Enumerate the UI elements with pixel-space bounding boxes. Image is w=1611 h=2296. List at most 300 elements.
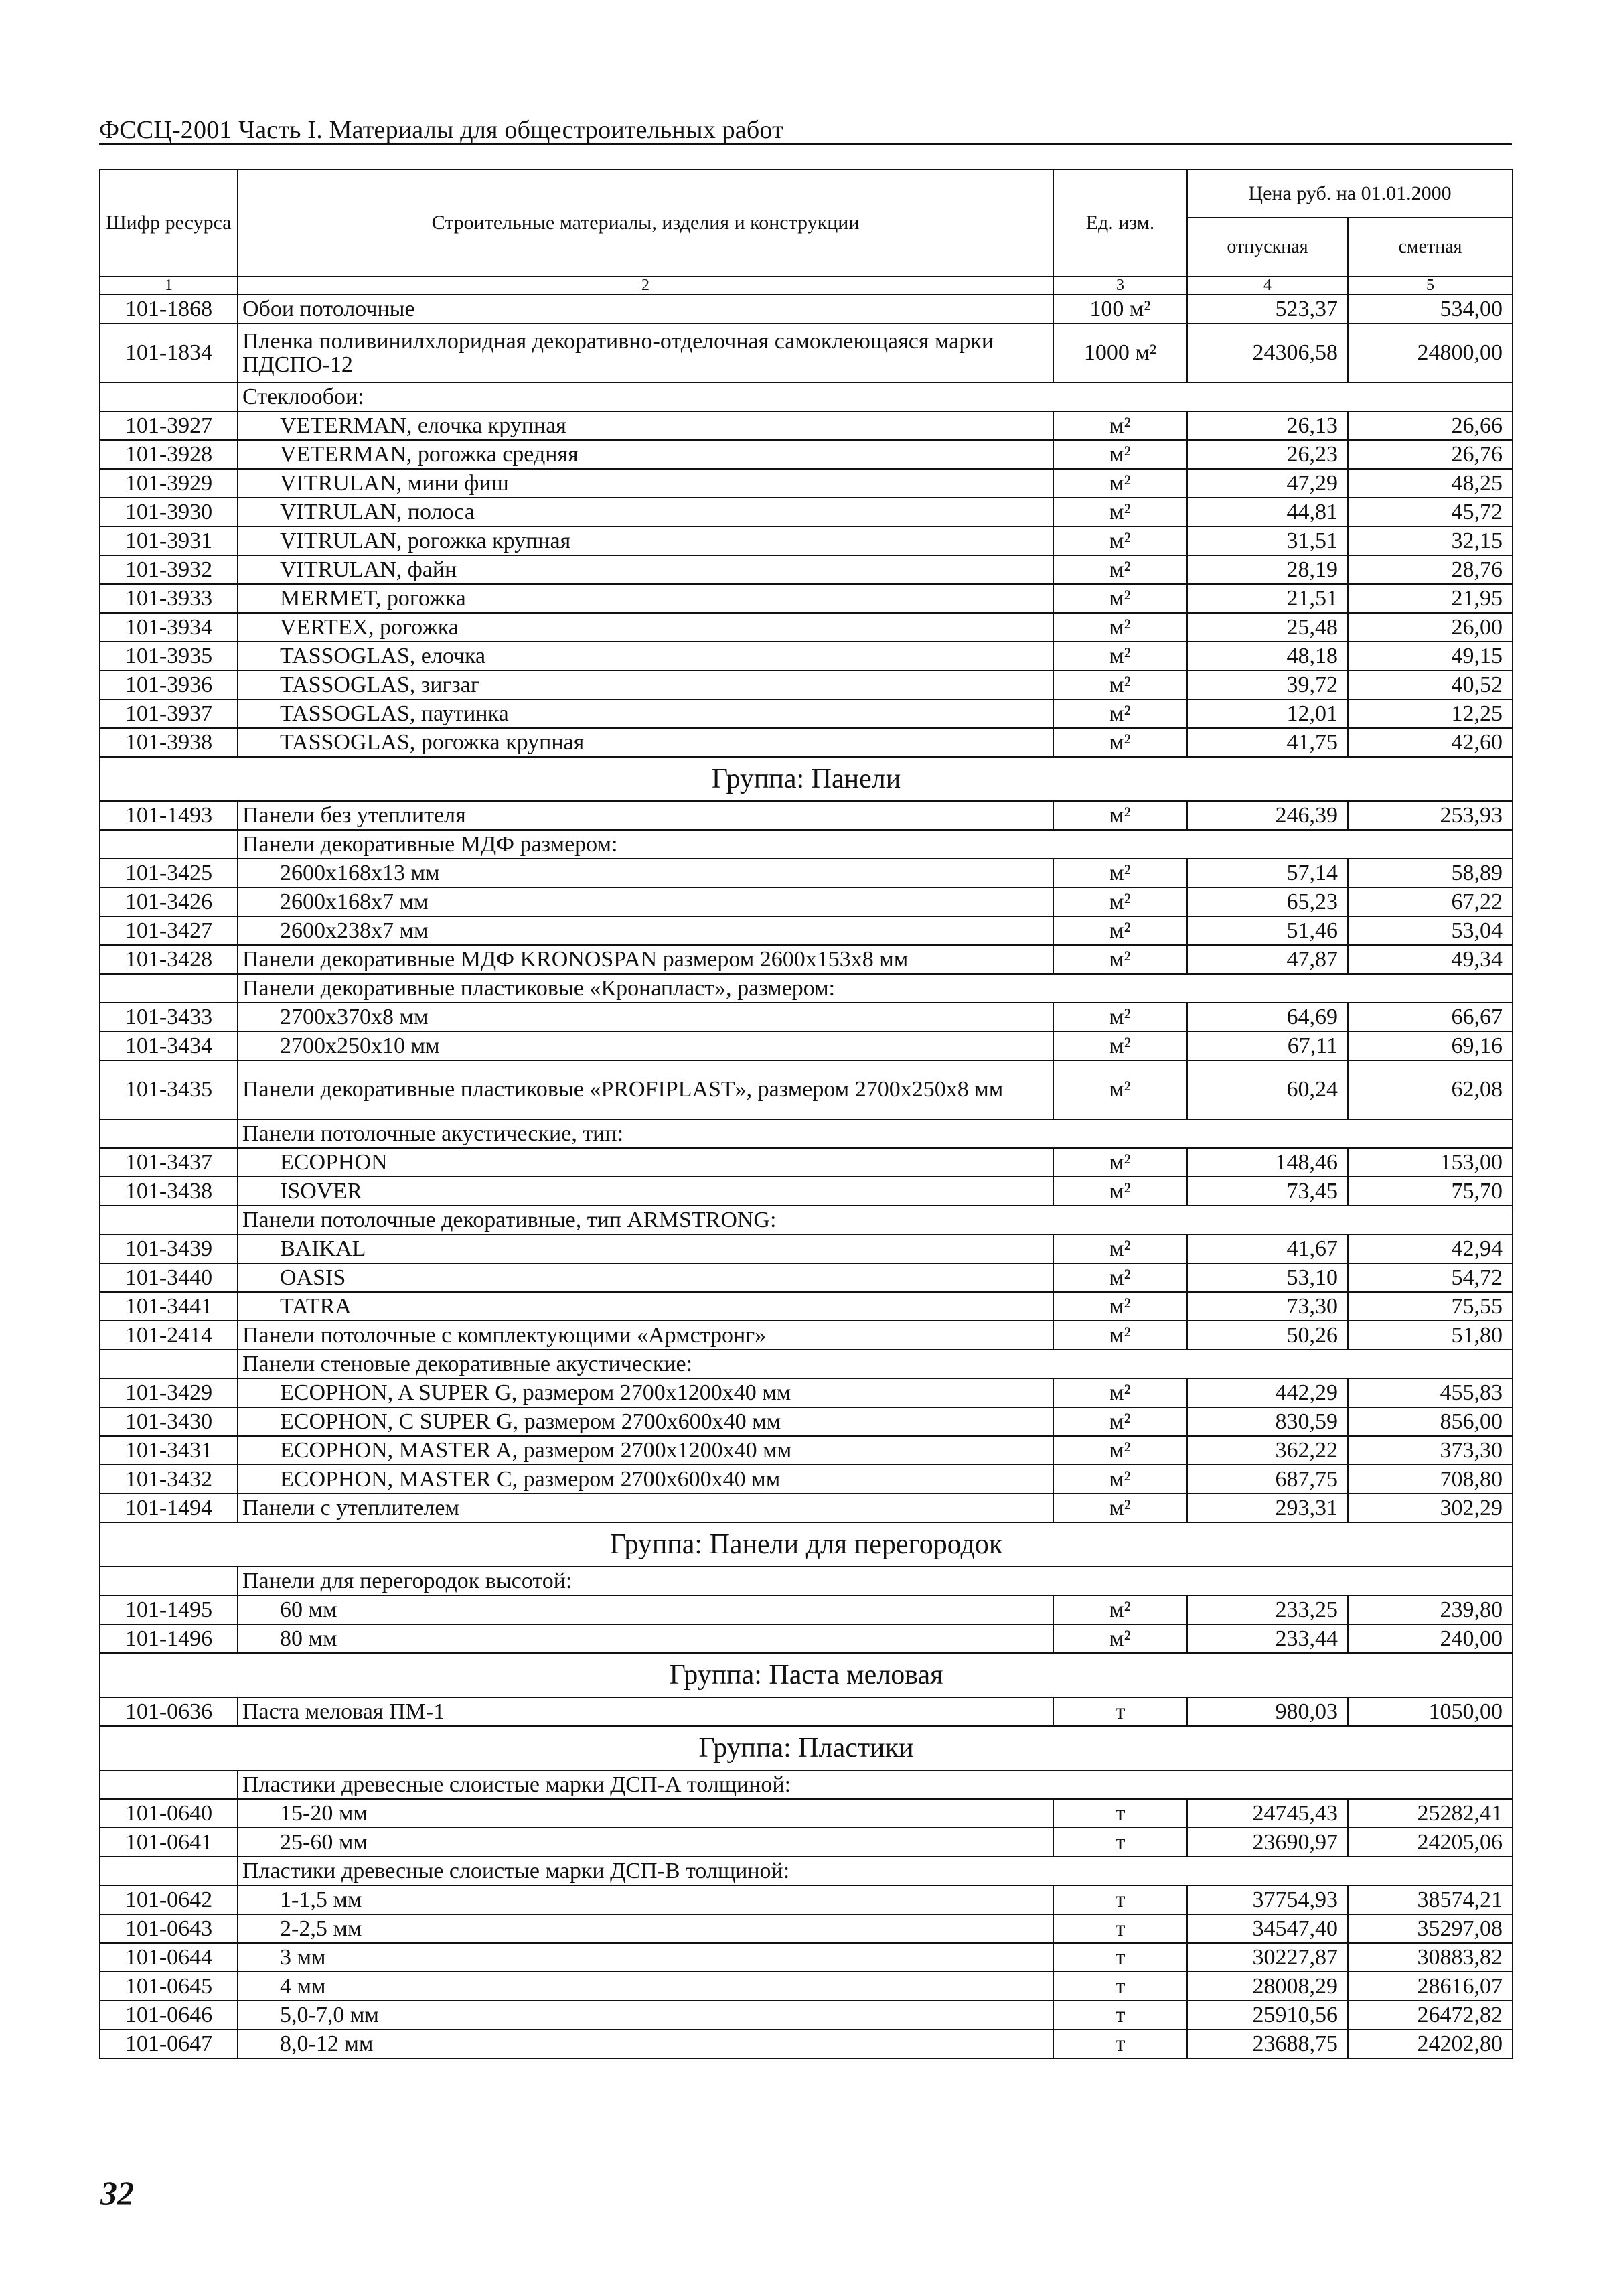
table-row (100, 1148, 1513, 1177)
empty-cell (100, 1350, 238, 1378)
resource-code-cell: 101-0644 (100, 1943, 238, 1972)
table-row (100, 469, 1513, 498)
table-row (100, 324, 1513, 382)
release-price-cell: 39,72 (1187, 670, 1348, 699)
estimate-price-cell: 21,95 (1348, 584, 1513, 613)
group-title: Группа: Панели (100, 757, 1513, 801)
estimate-price-cell: 40,52 (1348, 670, 1513, 699)
subheading-row (100, 1119, 1513, 1148)
release-price-cell: 25,48 (1187, 613, 1348, 642)
table-row (100, 1943, 1513, 1972)
estimate-price-cell: 455,83 (1348, 1378, 1513, 1407)
estimate-price-cell: 38574,21 (1348, 1885, 1513, 1914)
table-row (100, 1799, 1513, 1828)
estimate-price-cell: 253,93 (1348, 801, 1513, 830)
estimate-price-cell: 35297,08 (1348, 1914, 1513, 1943)
price-table (99, 169, 1513, 2059)
unit-cell: т (1053, 1828, 1187, 1857)
material-name-cell: TASSOGLAS, зигзаг (238, 670, 1053, 699)
material-name-cell: TASSOGLAS, рогожка крупная (238, 728, 1053, 757)
subheading-row (100, 382, 1513, 411)
table-row (100, 555, 1513, 584)
estimate-price-cell: 42,94 (1348, 1234, 1513, 1263)
col-header-release: отпускная (1187, 218, 1348, 277)
resource-code-cell: 101-3428 (100, 945, 238, 974)
release-price-cell: 28,19 (1187, 555, 1348, 584)
estimate-price-cell: 26,76 (1348, 440, 1513, 469)
estimate-price-cell: 32,15 (1348, 526, 1513, 555)
resource-code-cell: 101-3937 (100, 699, 238, 728)
table-row (100, 1234, 1513, 1263)
release-price-cell: 233,44 (1187, 1624, 1348, 1653)
material-name-cell: VETERMAN, рогожка средняя (238, 440, 1053, 469)
unit-cell: м² (1053, 440, 1187, 469)
resource-code-cell: 101-0646 (100, 2001, 238, 2029)
release-price-cell: 53,10 (1187, 1263, 1348, 1292)
table-row (100, 859, 1513, 887)
unit-cell: м² (1053, 526, 1187, 555)
resource-code-cell: 101-3441 (100, 1292, 238, 1321)
unit-cell: м² (1053, 1595, 1187, 1624)
material-name-cell: 2600x238x7 мм (238, 916, 1053, 945)
subheading-text: Панели декоративные МДФ размером: (238, 830, 1513, 859)
empty-cell (100, 974, 238, 1003)
material-name-cell: 15-20 мм (238, 1799, 1053, 1828)
release-price-cell: 24306,58 (1187, 324, 1348, 382)
estimate-price-cell: 24205,06 (1348, 1828, 1513, 1857)
resource-code-cell: 101-3433 (100, 1003, 238, 1031)
unit-cell: 100 м² (1053, 295, 1187, 324)
table-row (100, 1972, 1513, 2001)
estimate-price-cell: 51,80 (1348, 1321, 1513, 1350)
unit-cell: т (1053, 1943, 1187, 1972)
unit-cell: м² (1053, 469, 1187, 498)
release-price-cell: 148,46 (1187, 1148, 1348, 1177)
material-name-cell: 2700x250x10 мм (238, 1031, 1053, 1060)
resource-code-cell: 101-3929 (100, 469, 238, 498)
subheading-row (100, 1857, 1513, 1885)
resource-code-cell: 101-3437 (100, 1148, 238, 1177)
material-name-cell: VITRULAN, рогожка крупная (238, 526, 1053, 555)
estimate-price-cell: 45,72 (1348, 498, 1513, 526)
subheading-text: Пластики древесные слоистые марки ДСП-В толщиной: (238, 1857, 1513, 1885)
material-name-cell: 5,0-7,0 мм (238, 2001, 1053, 2029)
subheading-row (100, 974, 1513, 1003)
unit-cell: м² (1053, 1321, 1187, 1350)
resource-code-cell: 101-3927 (100, 411, 238, 440)
subheading-text: Стеклообои: (238, 382, 1513, 411)
material-name-cell: 2600x168x13 мм (238, 859, 1053, 887)
table-row (100, 1465, 1513, 1494)
release-price-cell: 37754,93 (1187, 1885, 1348, 1914)
material-name-cell: 2600x168x7 мм (238, 887, 1053, 916)
release-price-cell: 47,29 (1187, 469, 1348, 498)
unit-cell: м² (1053, 728, 1187, 757)
table-row (100, 801, 1513, 830)
material-name-cell: TASSOGLAS, елочка (238, 642, 1053, 670)
unit-cell: м² (1053, 1060, 1187, 1119)
subheading-row (100, 1567, 1513, 1595)
unit-cell: м² (1053, 1436, 1187, 1465)
material-name-cell: ISOVER (238, 1177, 1053, 1206)
table-row (100, 1003, 1513, 1031)
release-price-cell: 28008,29 (1187, 1972, 1348, 2001)
subheading-text: Панели потолочные декоративные, тип ARMSTRONG: (238, 1206, 1513, 1234)
material-name-cell: 60 мм (238, 1595, 1053, 1624)
resource-code-cell: 101-1494 (100, 1494, 238, 1522)
table-row (100, 613, 1513, 642)
resource-code-cell: 101-3928 (100, 440, 238, 469)
release-price-cell: 65,23 (1187, 887, 1348, 916)
empty-cell (100, 382, 238, 411)
estimate-price-cell: 856,00 (1348, 1407, 1513, 1436)
material-name-cell: ECOPHON, MASTER C, размером 2700x600x40 мм (238, 1465, 1053, 1494)
release-price-cell: 50,26 (1187, 1321, 1348, 1350)
table-row (100, 916, 1513, 945)
table-row (100, 1828, 1513, 1857)
estimate-price-cell: 26,00 (1348, 613, 1513, 642)
table-row (100, 440, 1513, 469)
col-header-unit: Ед. изм. (1053, 169, 1187, 277)
unit-cell: м² (1053, 498, 1187, 526)
unit-cell: т (1053, 2029, 1187, 2058)
subheading-text: Панели потолочные акустические, тип: (238, 1119, 1513, 1148)
material-name-cell: 80 мм (238, 1624, 1053, 1653)
unit-cell: м² (1053, 1465, 1187, 1494)
release-price-cell: 73,30 (1187, 1292, 1348, 1321)
table-body (100, 295, 1513, 2058)
empty-cell (100, 1857, 238, 1885)
unit-cell: м² (1053, 670, 1187, 699)
resource-code-cell: 101-3435 (100, 1060, 238, 1119)
group-header-row (100, 1726, 1513, 1770)
group-header-row (100, 757, 1513, 801)
resource-code-cell: 101-3425 (100, 859, 238, 887)
release-price-cell: 246,39 (1187, 801, 1348, 830)
table-row (100, 1177, 1513, 1206)
release-price-cell: 34547,40 (1187, 1914, 1348, 1943)
resource-code-cell: 101-3440 (100, 1263, 238, 1292)
release-price-cell: 23688,75 (1187, 2029, 1348, 2058)
estimate-price-cell: 26472,82 (1348, 2001, 1513, 2029)
unit-cell: т (1053, 1914, 1187, 1943)
resource-code-cell: 101-0640 (100, 1799, 238, 1828)
estimate-price-cell: 69,16 (1348, 1031, 1513, 1060)
estimate-price-cell: 48,25 (1348, 469, 1513, 498)
material-name-cell: Панели с утеплителем (238, 1494, 1053, 1522)
empty-cell (100, 830, 238, 859)
empty-cell (100, 1119, 238, 1148)
subheading-row (100, 1770, 1513, 1799)
material-name-cell: Панели потолочные с комплектующими «Армстронг» (238, 1321, 1053, 1350)
unit-cell: м² (1053, 613, 1187, 642)
group-title: Группа: Пластики (100, 1726, 1513, 1770)
table-row (100, 2029, 1513, 2058)
unit-cell: т (1053, 1972, 1187, 2001)
resource-code-cell: 101-1493 (100, 801, 238, 830)
unit-cell: м² (1053, 584, 1187, 613)
material-name-cell: OASIS (238, 1263, 1053, 1292)
material-name-cell: 8,0-12 мм (238, 2029, 1053, 2058)
resource-code-cell: 101-3432 (100, 1465, 238, 1494)
material-name-cell: Панели декоративные пластиковые «PROFIPLAST», размером 2700x250x8 мм (238, 1060, 1053, 1119)
resource-code-cell: 101-3430 (100, 1407, 238, 1436)
col-header-estimate: сметная (1348, 218, 1513, 277)
empty-cell (100, 1567, 238, 1595)
table-row (100, 1595, 1513, 1624)
resource-code-cell: 101-0641 (100, 1828, 238, 1857)
table-row (100, 1885, 1513, 1914)
material-name-cell: VITRULAN, мини фиш (238, 469, 1053, 498)
estimate-price-cell: 42,60 (1348, 728, 1513, 757)
material-name-cell: Паста меловая ПМ-1 (238, 1697, 1053, 1726)
estimate-price-cell: 75,70 (1348, 1177, 1513, 1206)
unit-cell: м² (1053, 1177, 1187, 1206)
unit-cell: м² (1053, 1003, 1187, 1031)
table-row (100, 1407, 1513, 1436)
material-name-cell: VERTEX, рогожка (238, 613, 1053, 642)
unit-cell: м² (1053, 1148, 1187, 1177)
table-row (100, 1263, 1513, 1292)
table-row (100, 498, 1513, 526)
table-row (100, 526, 1513, 555)
subheading-row (100, 1350, 1513, 1378)
release-price-cell: 12,01 (1187, 699, 1348, 728)
release-price-cell: 41,75 (1187, 728, 1348, 757)
resource-code-cell: 101-1496 (100, 1624, 238, 1653)
table-row (100, 411, 1513, 440)
estimate-price-cell: 30883,82 (1348, 1943, 1513, 1972)
unit-cell: м² (1053, 801, 1187, 830)
col-number: 5 (1348, 277, 1513, 295)
table-row (100, 2001, 1513, 2029)
estimate-price-cell: 66,67 (1348, 1003, 1513, 1031)
estimate-price-cell: 49,34 (1348, 945, 1513, 974)
material-name-cell: VITRULAN, файн (238, 555, 1053, 584)
table-row (100, 1321, 1513, 1350)
group-title: Группа: Панели для перегородок (100, 1522, 1513, 1567)
material-name-cell: Панели без утеплителя (238, 801, 1053, 830)
empty-cell (100, 1206, 238, 1234)
table-row (100, 1697, 1513, 1726)
release-price-cell: 67,11 (1187, 1031, 1348, 1060)
material-name-cell: Обои потолочные (238, 295, 1053, 324)
table-row (100, 1624, 1513, 1653)
release-price-cell: 41,67 (1187, 1234, 1348, 1263)
estimate-price-cell: 534,00 (1348, 295, 1513, 324)
table-row (100, 945, 1513, 974)
release-price-cell: 57,14 (1187, 859, 1348, 887)
resource-code-cell: 101-3933 (100, 584, 238, 613)
group-header-row (100, 1653, 1513, 1697)
release-price-cell: 442,29 (1187, 1378, 1348, 1407)
table-row (100, 1914, 1513, 1943)
page-number: 32 (100, 2174, 134, 2212)
resource-code-cell: 101-3434 (100, 1031, 238, 1060)
release-price-cell: 362,22 (1187, 1436, 1348, 1465)
unit-cell: т (1053, 1885, 1187, 1914)
material-name-cell: VITRULAN, полоса (238, 498, 1053, 526)
table-row (100, 887, 1513, 916)
material-name-cell: ECOPHON, C SUPER G, размером 2700x600x40 мм (238, 1407, 1053, 1436)
material-name-cell: Панели декоративные МДФ KRONOSPAN размером 2600x153x8 мм (238, 945, 1053, 974)
unit-cell: м² (1053, 916, 1187, 945)
material-name-cell: ECOPHON (238, 1148, 1053, 1177)
estimate-price-cell: 53,04 (1348, 916, 1513, 945)
material-name-cell: 25-60 мм (238, 1828, 1053, 1857)
unit-cell: т (1053, 1799, 1187, 1828)
estimate-price-cell: 12,25 (1348, 699, 1513, 728)
resource-code-cell: 101-0645 (100, 1972, 238, 2001)
release-price-cell: 44,81 (1187, 498, 1348, 526)
page-header-title: ФССЦ-2001 Часть I. Материалы для общестроительных работ (99, 116, 783, 144)
release-price-cell: 48,18 (1187, 642, 1348, 670)
unit-cell: м² (1053, 1234, 1187, 1263)
material-name-cell: BAIKAL (238, 1234, 1053, 1263)
estimate-price-cell: 25282,41 (1348, 1799, 1513, 1828)
estimate-price-cell: 67,22 (1348, 887, 1513, 916)
unit-cell: м² (1053, 1263, 1187, 1292)
col-number: 1 (100, 277, 238, 295)
unit-cell: м² (1053, 411, 1187, 440)
material-name-cell: 4 мм (238, 1972, 1053, 2001)
release-price-cell: 830,59 (1187, 1407, 1348, 1436)
estimate-price-cell: 62,08 (1348, 1060, 1513, 1119)
resource-code-cell: 101-3938 (100, 728, 238, 757)
unit-cell: м² (1053, 1031, 1187, 1060)
material-name-cell: ECOPHON, MASTER A, размером 2700x1200x40 мм (238, 1436, 1053, 1465)
material-name-cell: VETERMAN, елочка крупная (238, 411, 1053, 440)
unit-cell: м² (1053, 1378, 1187, 1407)
estimate-price-cell: 28616,07 (1348, 1972, 1513, 2001)
resource-code-cell: 101-1495 (100, 1595, 238, 1624)
resource-code-cell: 101-1868 (100, 295, 238, 324)
resource-code-cell: 101-0642 (100, 1885, 238, 1914)
unit-cell: м² (1053, 555, 1187, 584)
material-name-cell: MERMET, рогожка (238, 584, 1053, 613)
estimate-price-cell: 75,55 (1348, 1292, 1513, 1321)
col-header-code: Шифр ресурса (100, 169, 238, 277)
resource-code-cell: 101-3427 (100, 916, 238, 945)
table-row (100, 1494, 1513, 1522)
subheading-row (100, 1206, 1513, 1234)
estimate-price-cell: 153,00 (1348, 1148, 1513, 1177)
resource-code-cell: 101-3932 (100, 555, 238, 584)
release-price-cell: 31,51 (1187, 526, 1348, 555)
release-price-cell: 523,37 (1187, 295, 1348, 324)
resource-code-cell: 101-3936 (100, 670, 238, 699)
unit-cell: м² (1053, 945, 1187, 974)
unit-cell: т (1053, 2001, 1187, 2029)
subheading-text: Панели декоративные пластиковые «Кронапласт», размером: (238, 974, 1513, 1003)
unit-cell: м² (1053, 887, 1187, 916)
estimate-price-cell: 240,00 (1348, 1624, 1513, 1653)
release-price-cell: 25910,56 (1187, 2001, 1348, 2029)
release-price-cell: 47,87 (1187, 945, 1348, 974)
col-header-name: Строительные материалы, изделия и конструкции (238, 169, 1053, 277)
unit-cell: м² (1053, 1292, 1187, 1321)
material-name-cell: TATRA (238, 1292, 1053, 1321)
resource-code-cell: 101-3934 (100, 613, 238, 642)
empty-cell (100, 1770, 238, 1799)
col-header-price: Цена руб. на 01.01.2000 (1187, 169, 1513, 218)
col-number: 4 (1187, 277, 1348, 295)
estimate-price-cell: 58,89 (1348, 859, 1513, 887)
release-price-cell: 233,25 (1187, 1595, 1348, 1624)
release-price-cell: 23690,97 (1187, 1828, 1348, 1857)
subheading-text: Панели для перегородок высотой: (238, 1567, 1513, 1595)
table-row (100, 1378, 1513, 1407)
estimate-price-cell: 28,76 (1348, 555, 1513, 584)
header-rule (99, 143, 1512, 145)
resource-code-cell: 101-0636 (100, 1697, 238, 1726)
group-header-row (100, 1522, 1513, 1567)
estimate-price-cell: 302,29 (1348, 1494, 1513, 1522)
resource-code-cell: 101-2414 (100, 1321, 238, 1350)
resource-code-cell: 101-0643 (100, 1914, 238, 1943)
material-name-cell: TASSOGLAS, паутинка (238, 699, 1053, 728)
estimate-price-cell: 49,15 (1348, 642, 1513, 670)
resource-code-cell: 101-3931 (100, 526, 238, 555)
estimate-price-cell: 373,30 (1348, 1436, 1513, 1465)
material-name-cell: 2-2,5 мм (238, 1914, 1053, 1943)
release-price-cell: 30227,87 (1187, 1943, 1348, 1972)
unit-cell: м² (1053, 642, 1187, 670)
table-row (100, 728, 1513, 757)
estimate-price-cell: 24202,80 (1348, 2029, 1513, 2058)
release-price-cell: 687,75 (1187, 1465, 1348, 1494)
table-row (100, 699, 1513, 728)
table-row (100, 1031, 1513, 1060)
resource-code-cell: 101-0647 (100, 2029, 238, 2058)
table-row (100, 670, 1513, 699)
resource-code-cell: 101-3935 (100, 642, 238, 670)
estimate-price-cell: 1050,00 (1348, 1697, 1513, 1726)
resource-code-cell: 101-3439 (100, 1234, 238, 1263)
resource-code-cell: 101-3429 (100, 1378, 238, 1407)
table-row (100, 642, 1513, 670)
unit-cell: м² (1053, 859, 1187, 887)
subheading-row (100, 830, 1513, 859)
group-title: Группа: Паста меловая (100, 1653, 1513, 1697)
material-name-cell: 2700x370x8 мм (238, 1003, 1053, 1031)
release-price-cell: 51,46 (1187, 916, 1348, 945)
unit-cell: т (1053, 1697, 1187, 1726)
resource-code-cell: 101-3426 (100, 887, 238, 916)
material-name-cell: 3 мм (238, 1943, 1053, 1972)
estimate-price-cell: 54,72 (1348, 1263, 1513, 1292)
table-row (100, 1292, 1513, 1321)
release-price-cell: 293,31 (1187, 1494, 1348, 1522)
table-row (100, 1436, 1513, 1465)
resource-code-cell: 101-3438 (100, 1177, 238, 1206)
subheading-text: Пластики древесные слоистые марки ДСП-А толщиной: (238, 1770, 1513, 1799)
estimate-price-cell: 24800,00 (1348, 324, 1513, 382)
unit-cell: м² (1053, 1494, 1187, 1522)
release-price-cell: 60,24 (1187, 1060, 1348, 1119)
resource-code-cell: 101-3930 (100, 498, 238, 526)
release-price-cell: 64,69 (1187, 1003, 1348, 1031)
material-name-cell: 1-1,5 мм (238, 1885, 1053, 1914)
resource-code-cell: 101-3431 (100, 1436, 238, 1465)
subheading-text: Панели стеновые декоративные акустические: (238, 1350, 1513, 1378)
unit-cell: м² (1053, 1624, 1187, 1653)
col-number: 2 (238, 277, 1053, 295)
material-name-cell: Пленка поливинилхлоридная декоративно-отделочная самоклеющаяся марки ПДСПО-12 (238, 324, 1053, 382)
release-price-cell: 26,23 (1187, 440, 1348, 469)
estimate-price-cell: 708,80 (1348, 1465, 1513, 1494)
material-name-cell: ECOPHON, A SUPER G, размером 2700x1200x40 мм (238, 1378, 1053, 1407)
